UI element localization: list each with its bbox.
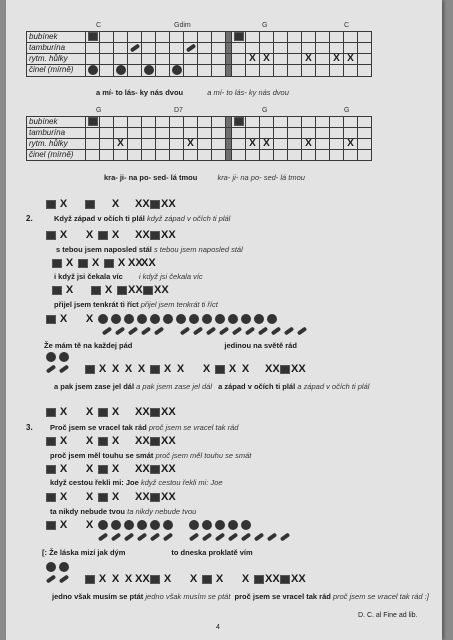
rhythm-symbols: X X X XX XX [44, 407, 174, 418]
chord: C [344, 22, 350, 29]
footer-note: D. C. al Fine ad lib. [358, 612, 418, 619]
songbook-page [6, 0, 442, 640]
rhythm-symbols [44, 562, 70, 573]
rhythm-symbols [100, 326, 308, 337]
rhythm-symbols: X X X X X X X X X XX XX [44, 364, 304, 375]
rhythm-symbols [44, 352, 70, 363]
rhythm-symbols: X X [44, 314, 278, 325]
verse-line: ta nikdy nebude tvou ta nikdy nebude tvou [50, 507, 197, 516]
rhythm-symbols: X X X XX XX [44, 230, 174, 241]
row-label: bubínek [27, 32, 86, 43]
verse-line: a pak jsem zase jel dál a pak jsem zase jel dál a západ v očích ti plál a západ v očích ti plál [54, 382, 370, 391]
verse-line: Proč jsem se vracel tak rád proč jsem se vracel tak rád [50, 423, 239, 432]
grid2-lyrics: kra- ji- na po- sed- lá tmou kra- ji- na po- sed- lá tmou [104, 173, 305, 182]
page-number: 4 [216, 624, 220, 631]
rhythm-symbols: X X [44, 520, 252, 531]
row-label: tamburína [27, 43, 86, 54]
rhythm-symbols: X X X XX XX [44, 492, 174, 503]
verse-line: když cestou řekli mi: Joe když cestou řekli mi: Joe [50, 478, 223, 487]
rhythm-symbols: X X X XXXX [50, 258, 154, 269]
rhythm-symbols [96, 532, 291, 543]
verse-line: Když západ v očích ti plál když západ v očích ti plál [54, 214, 231, 223]
rhythm-symbols: X X X XX XX [44, 464, 174, 475]
chord-row-2: G D7 G G [96, 107, 350, 114]
verse-number: 3. [26, 423, 33, 432]
verse-line: s tebou jsem naposled stál s tebou jsem naposled stál [56, 245, 243, 254]
row-label: rytm. hůlky [27, 54, 86, 65]
row-label: činel (mírně) [27, 65, 86, 77]
chord: C [96, 22, 102, 29]
verse-line: jedno však musím se ptát jedno však musím se ptát proč jsem se vracel tak rád proč jsem se vracel tak rád :] [52, 592, 429, 601]
rhythm-symbols: X X X XX X X X X XX XX [44, 574, 304, 585]
rhythm-grid-2: bubínek tamburína rytm. hůlky X X X X X X činel (mírně) [26, 116, 372, 161]
rhythm-symbols: X X X XX XX [44, 436, 174, 447]
chord: G [262, 22, 268, 29]
rhythm-grid-1: bubínek tamburína rytm. hůlky X X X X X činel (mírně) [26, 31, 372, 77]
verse-number: 2. [26, 214, 33, 223]
rhythm-symbols: X X XX XX [44, 199, 174, 210]
rhythm-symbols: X X XX XX [50, 285, 167, 296]
chord: Gdim [174, 22, 191, 29]
verse-line: Že mám tě na každej pád jedinou na světě rád [44, 341, 297, 350]
verse-line: proč jsem měl touhu se smát proč jsem měl touhu se smát [50, 451, 252, 460]
grid1-lyrics: a mí- to lás- ky nás dvou a mí- to lás- ky nás dvou [96, 88, 289, 97]
verse-line: [: Že láska mizí jak dým to dneska proklatě vím [42, 548, 253, 557]
verse-line: i když jsi čekala víc i když jsi čekala víc [54, 272, 203, 281]
verse-line: přijel jsem tenkrát ti říct přijel jsem tenkrát ti říct [54, 300, 218, 309]
